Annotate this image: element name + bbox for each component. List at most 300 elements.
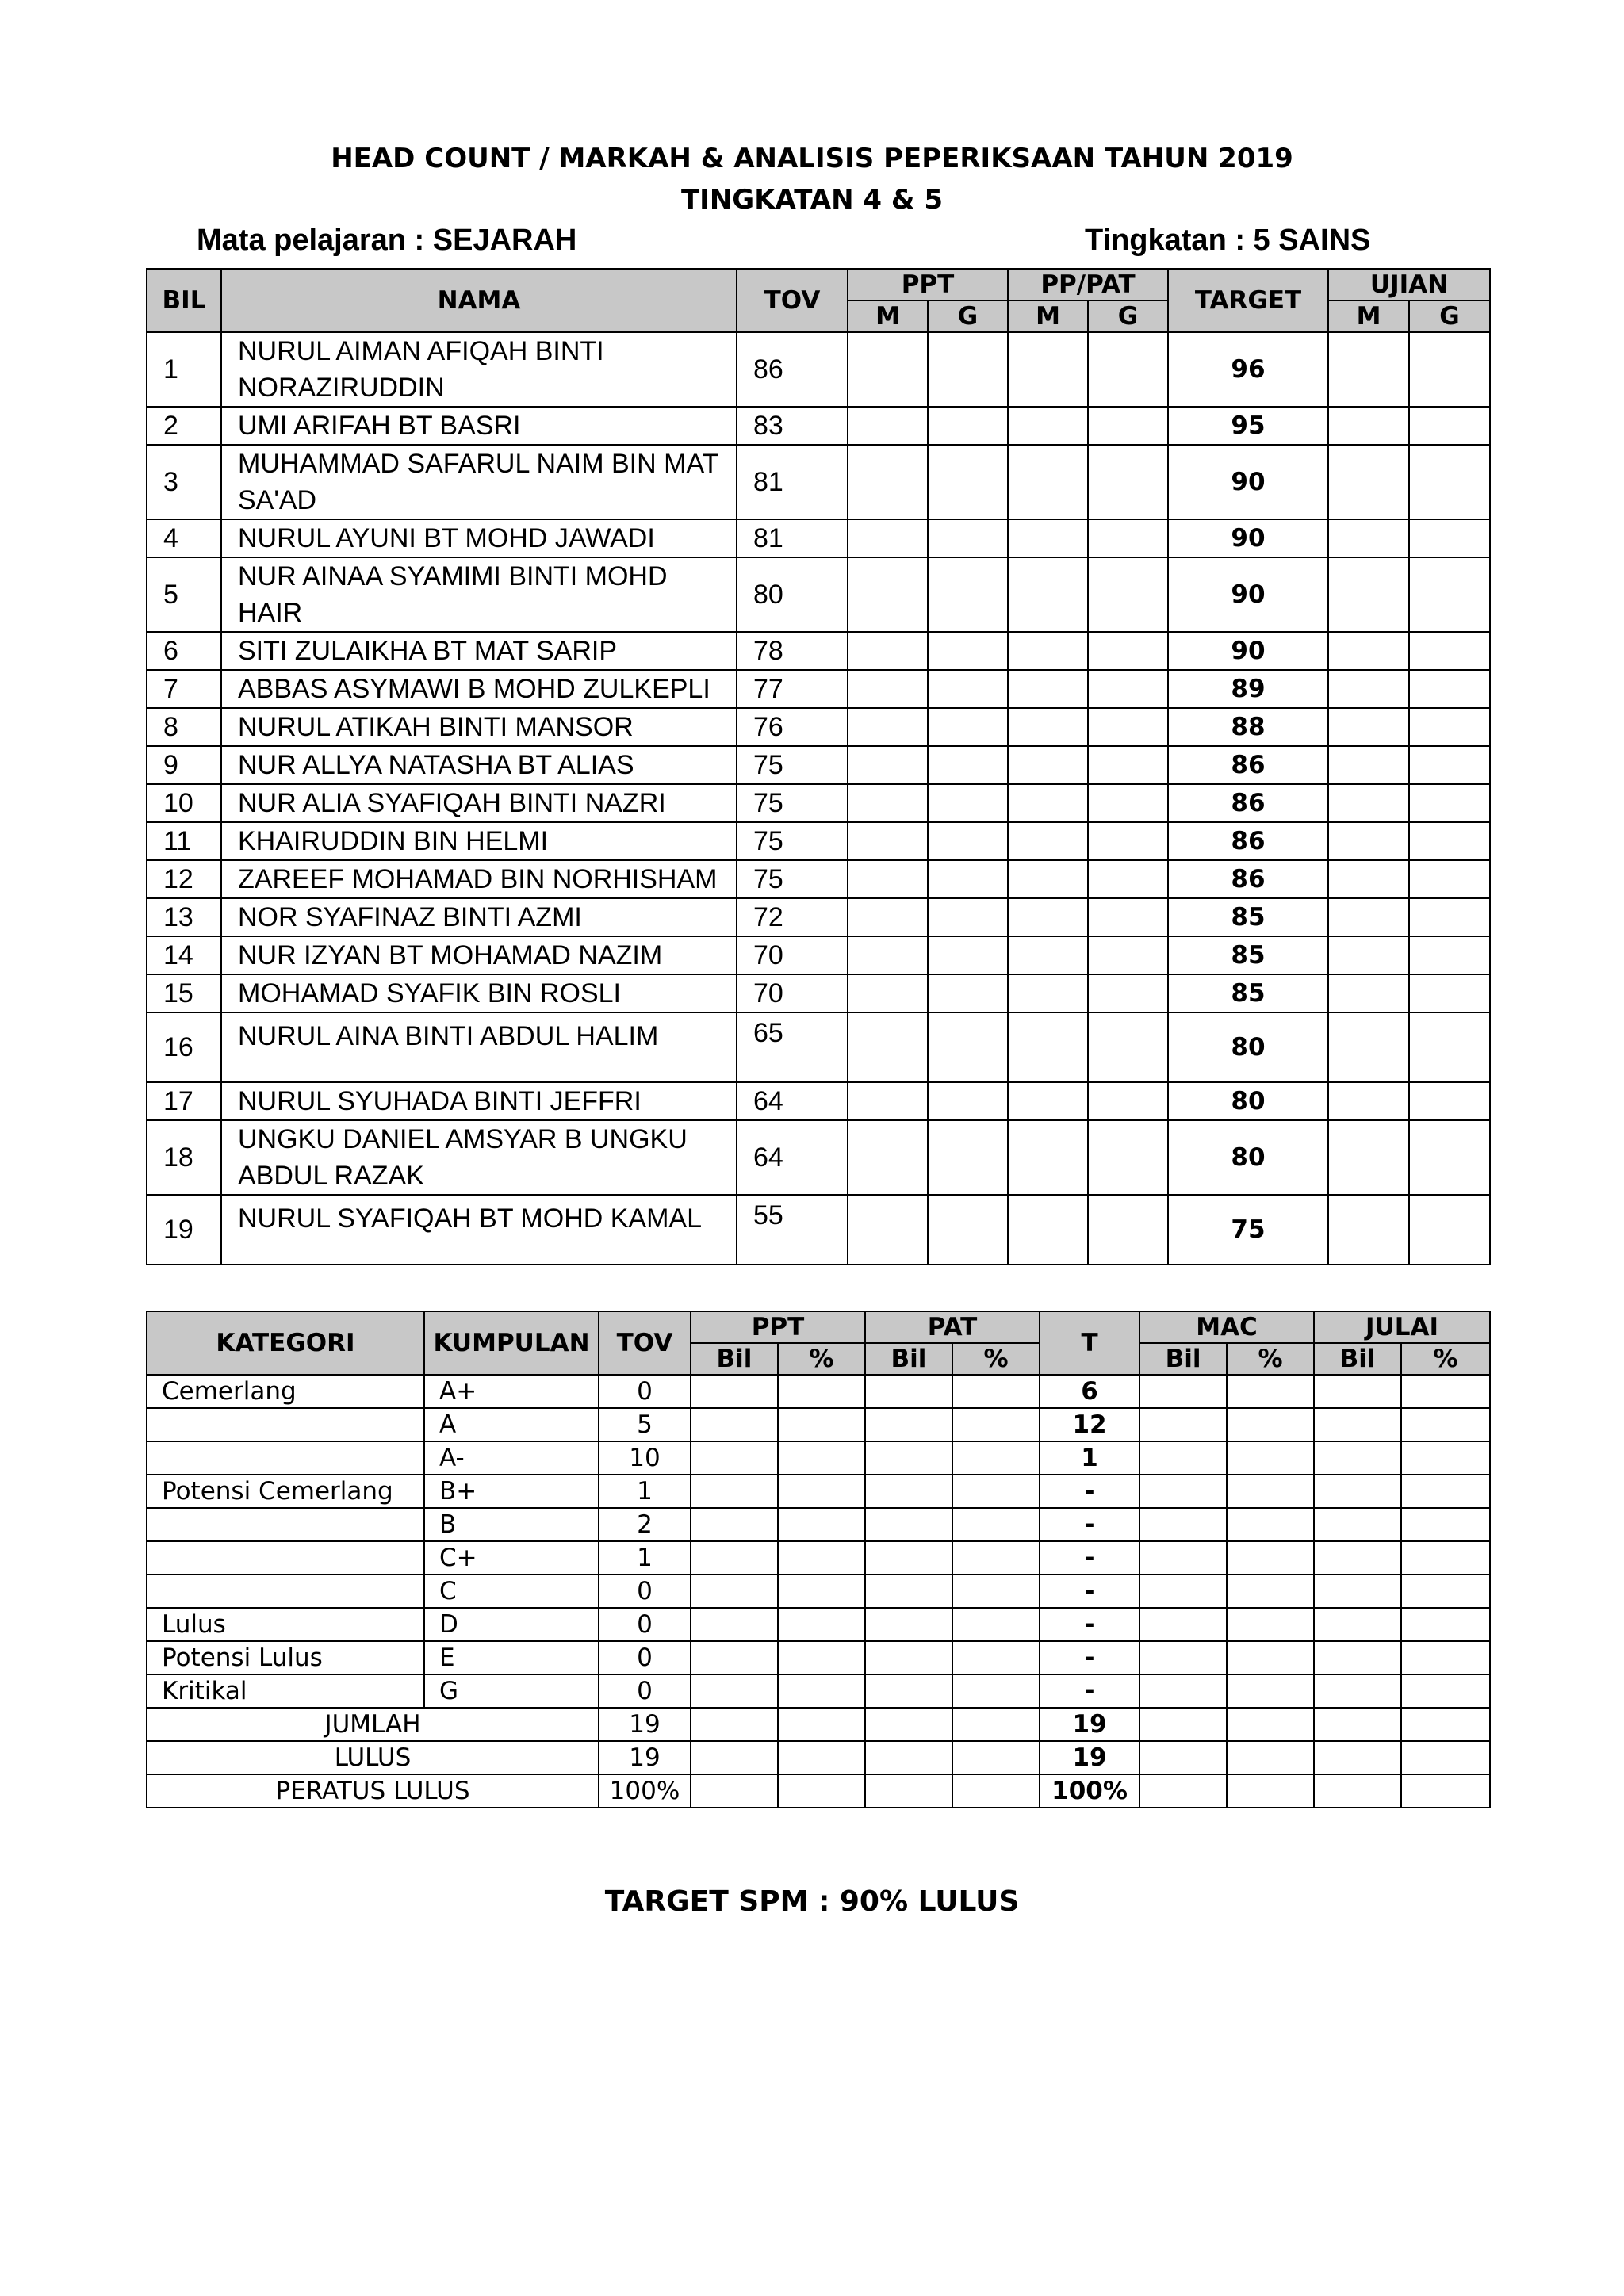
cell-ppt-bil xyxy=(691,1674,778,1708)
cell-julai-bil xyxy=(1314,1541,1401,1575)
cell-ppt-g xyxy=(928,822,1008,860)
cell-mac-bil xyxy=(1139,1541,1227,1575)
cell-julai-bil xyxy=(1314,1741,1401,1774)
cell-julai-bil xyxy=(1314,1674,1401,1708)
cell-ppt-g xyxy=(928,670,1008,708)
cell-pppat-g xyxy=(1088,1195,1168,1265)
cell-kategori xyxy=(147,1408,424,1441)
totals-row xyxy=(147,1741,1490,1774)
header-pat-bil: Bil xyxy=(865,1343,952,1375)
cell-ujian-m xyxy=(1328,1195,1409,1265)
cell-tov: 19 xyxy=(599,1708,691,1741)
cell-t: - xyxy=(1040,1641,1139,1674)
cell-pat-bil xyxy=(865,1741,952,1774)
cell-t: 1 xyxy=(1040,1441,1139,1475)
header-tov: TOV xyxy=(737,269,848,332)
cell-julai-pct xyxy=(1401,1475,1490,1508)
cell-t: - xyxy=(1040,1575,1139,1608)
cell-pat-bil xyxy=(865,1441,952,1475)
cell-target: 80 xyxy=(1168,1082,1328,1120)
cell-target: 86 xyxy=(1168,784,1328,822)
cell-pppat-g xyxy=(1088,1082,1168,1120)
cell-julai-pct xyxy=(1401,1441,1490,1475)
cell-nama: NUR IZYAN BT MOHAMAD NAZIM xyxy=(221,936,737,974)
cell-pat-bil xyxy=(865,1674,952,1708)
cell-ppt-m xyxy=(848,407,928,445)
cell-ujian-g xyxy=(1409,407,1490,445)
cell-ujian-g xyxy=(1409,746,1490,784)
cell-pppat-g xyxy=(1088,1012,1168,1082)
cell-ppt-pct xyxy=(778,1575,865,1608)
cell-tov: 86 xyxy=(737,332,848,407)
cell-t: 19 xyxy=(1040,1708,1139,1741)
cell-target: 90 xyxy=(1168,632,1328,670)
cell-ppt-m xyxy=(848,1012,928,1082)
cell-julai-bil xyxy=(1314,1708,1401,1741)
cell-nama: ZAREEF MOHAMAD BIN NORHISHAM xyxy=(221,860,737,898)
cell-ppt-bil xyxy=(691,1541,778,1575)
cell-ppt-bil xyxy=(691,1441,778,1475)
cell-bil: 12 xyxy=(147,860,221,898)
header-mac-pct: % xyxy=(1227,1343,1314,1375)
cell-target: 96 xyxy=(1168,332,1328,407)
cell-ppt-m xyxy=(848,1120,928,1195)
cell-mac-pct xyxy=(1227,1441,1314,1475)
cell-ujian-g xyxy=(1409,445,1490,519)
cell-ppt-bil xyxy=(691,1741,778,1774)
cell-pppat-m xyxy=(1008,1082,1088,1120)
cell-nama: NURUL SYAFIQAH BT MOHD KAMAL xyxy=(221,1195,737,1265)
cell-bil: 8 xyxy=(147,708,221,746)
cell-kategori xyxy=(147,1441,424,1475)
cell-ppt-g xyxy=(928,784,1008,822)
header-pppat-g: G xyxy=(1088,300,1168,332)
cell-pppat-m xyxy=(1008,519,1088,557)
cell-mac-bil xyxy=(1139,1708,1227,1741)
cell-mac-pct xyxy=(1227,1408,1314,1441)
cell-tov: 0 xyxy=(599,1375,691,1408)
cell-ppt-g xyxy=(928,445,1008,519)
cell-nama: SITI ZULAIKHA BT MAT SARIP xyxy=(221,632,737,670)
document-subtitle: TINGKATAN 4 & 5 xyxy=(680,184,944,216)
cell-pat-bil xyxy=(865,1708,952,1741)
cell-mac-pct xyxy=(1227,1774,1314,1808)
header-nama: NAMA xyxy=(221,269,737,332)
cell-target: 86 xyxy=(1168,860,1328,898)
cell-pppat-g xyxy=(1088,784,1168,822)
cell-mac-pct xyxy=(1227,1475,1314,1508)
cell-kategori: Potensi Lulus xyxy=(147,1641,424,1674)
category-analysis-table xyxy=(146,1311,1491,1808)
cell-mac-bil xyxy=(1139,1741,1227,1774)
cell-tov: 81 xyxy=(737,519,848,557)
table-row xyxy=(147,1508,1490,1541)
cell-pppat-m xyxy=(1008,407,1088,445)
cell-pat-bil xyxy=(865,1608,952,1641)
cell-mac-bil xyxy=(1139,1441,1227,1475)
cell-ujian-m xyxy=(1328,407,1409,445)
cell-target: 85 xyxy=(1168,936,1328,974)
cell-tov: 70 xyxy=(737,974,848,1012)
cell-pat-bil xyxy=(865,1508,952,1541)
cell-ppt-g xyxy=(928,936,1008,974)
table-row xyxy=(147,974,1490,1012)
header-mac-bil: Bil xyxy=(1139,1343,1227,1375)
cell-pppat-g xyxy=(1088,936,1168,974)
header-ppt-m: M xyxy=(848,300,928,332)
table-row xyxy=(147,1641,1490,1674)
cell-julai-pct xyxy=(1401,1641,1490,1674)
cell-mac-pct xyxy=(1227,1674,1314,1708)
cell-ppt-m xyxy=(848,860,928,898)
cell-ppt-pct xyxy=(778,1541,865,1575)
cell-mac-bil xyxy=(1139,1641,1227,1674)
cell-ujian-g xyxy=(1409,936,1490,974)
cell-pat-pct xyxy=(952,1408,1040,1441)
cell-bil: 5 xyxy=(147,557,221,632)
header-tov: TOV xyxy=(599,1311,691,1375)
cell-ppt-g xyxy=(928,1120,1008,1195)
header-ujian: UJIAN xyxy=(1328,269,1490,300)
cell-ppt-bil xyxy=(691,1375,778,1408)
cell-mac-bil xyxy=(1139,1475,1227,1508)
cell-pppat-m xyxy=(1008,445,1088,519)
cell-ujian-m xyxy=(1328,974,1409,1012)
cell-target: 90 xyxy=(1168,519,1328,557)
cell-ppt-m xyxy=(848,632,928,670)
cell-kumpulan: B+ xyxy=(424,1475,599,1508)
cell-tov: 64 xyxy=(737,1082,848,1120)
cell-ppt-bil xyxy=(691,1708,778,1741)
cell-bil: 10 xyxy=(147,784,221,822)
cell-bil: 19 xyxy=(147,1195,221,1265)
cell-kumpulan: C+ xyxy=(424,1541,599,1575)
cell-pat-bil xyxy=(865,1408,952,1441)
cell-pppat-m xyxy=(1008,557,1088,632)
table-row xyxy=(147,936,1490,974)
cell-tov: 0 xyxy=(599,1608,691,1641)
cell-ppt-m xyxy=(848,557,928,632)
cell-t: - xyxy=(1040,1508,1139,1541)
cell-pppat-m xyxy=(1008,670,1088,708)
cell-target: 90 xyxy=(1168,445,1328,519)
cell-pppat-m xyxy=(1008,632,1088,670)
cell-pppat-m xyxy=(1008,898,1088,936)
cell-ppt-pct xyxy=(778,1674,865,1708)
table-row xyxy=(147,708,1490,746)
header-ppt: PPT xyxy=(691,1311,865,1343)
cell-tov: 65 xyxy=(737,1012,848,1082)
cell-ujian-m xyxy=(1328,632,1409,670)
cell-pat-pct xyxy=(952,1774,1040,1808)
table-row xyxy=(147,1195,1490,1265)
cell-mac-bil xyxy=(1139,1408,1227,1441)
cell-t: - xyxy=(1040,1541,1139,1575)
cell-ppt-g xyxy=(928,519,1008,557)
table-row xyxy=(147,407,1490,445)
cell-tov: 81 xyxy=(737,445,848,519)
cell-ujian-g xyxy=(1409,1012,1490,1082)
cell-pppat-m xyxy=(1008,974,1088,1012)
cell-bil: 18 xyxy=(147,1120,221,1195)
cell-mac-pct xyxy=(1227,1741,1314,1774)
header-kategori: KATEGORI xyxy=(147,1311,424,1375)
cell-ujian-m xyxy=(1328,670,1409,708)
cell-ppt-pct xyxy=(778,1408,865,1441)
cell-ppt-g xyxy=(928,407,1008,445)
table-row xyxy=(147,1441,1490,1475)
cell-pppat-g xyxy=(1088,708,1168,746)
cell-pppat-m xyxy=(1008,784,1088,822)
cell-ujian-g xyxy=(1409,670,1490,708)
cell-ppt-pct xyxy=(778,1475,865,1508)
cell-tov: 75 xyxy=(737,746,848,784)
cell-ujian-g xyxy=(1409,1120,1490,1195)
cell-pppat-g xyxy=(1088,445,1168,519)
header-pat: PAT xyxy=(865,1311,1040,1343)
cell-ujian-g xyxy=(1409,519,1490,557)
cell-ppt-g xyxy=(928,632,1008,670)
cell-pat-bil xyxy=(865,1575,952,1608)
header-pat-pct: % xyxy=(952,1343,1040,1375)
cell-julai-pct xyxy=(1401,1608,1490,1641)
table-row xyxy=(147,557,1490,632)
cell-kumpulan: B xyxy=(424,1508,599,1541)
cell-pat-pct xyxy=(952,1541,1040,1575)
cell-target: 75 xyxy=(1168,1195,1328,1265)
cell-ppt-bil xyxy=(691,1641,778,1674)
cell-nama: NURUL ATIKAH BINTI MANSOR xyxy=(221,708,737,746)
table-row xyxy=(147,1012,1490,1082)
header-julai-pct: % xyxy=(1401,1343,1490,1375)
cell-pppat-m xyxy=(1008,822,1088,860)
cell-total-label: LULUS xyxy=(147,1741,599,1774)
cell-ujian-g xyxy=(1409,898,1490,936)
cell-kategori xyxy=(147,1508,424,1541)
cell-ujian-g xyxy=(1409,822,1490,860)
header-bil: BIL xyxy=(147,269,221,332)
cell-bil: 16 xyxy=(147,1012,221,1082)
cell-tov: 80 xyxy=(737,557,848,632)
cell-julai-pct xyxy=(1401,1774,1490,1808)
table-row xyxy=(147,860,1490,898)
cell-nama: KHAIRUDDIN BIN HELMI xyxy=(221,822,737,860)
cell-nama: MOHAMAD SYAFIK BIN ROSLI xyxy=(221,974,737,1012)
cell-ujian-m xyxy=(1328,1120,1409,1195)
table-row xyxy=(147,632,1490,670)
cell-bil: 9 xyxy=(147,746,221,784)
cell-target: 88 xyxy=(1168,708,1328,746)
cell-total-label: PERATUS LULUS xyxy=(147,1774,599,1808)
cell-julai-pct xyxy=(1401,1708,1490,1741)
cell-mac-pct xyxy=(1227,1508,1314,1541)
cell-nama: UNGKU DANIEL AMSYAR B UNGKU ABDUL RAZAK xyxy=(221,1120,737,1195)
table-row xyxy=(147,1375,1490,1408)
cell-ujian-g xyxy=(1409,1195,1490,1265)
table-row xyxy=(147,822,1490,860)
cell-pppat-g xyxy=(1088,746,1168,784)
cell-t: - xyxy=(1040,1674,1139,1708)
cell-mac-pct xyxy=(1227,1375,1314,1408)
cell-pat-pct xyxy=(952,1608,1040,1641)
cell-kumpulan: G xyxy=(424,1674,599,1708)
cell-mac-bil xyxy=(1139,1674,1227,1708)
cell-ppt-pct xyxy=(778,1441,865,1475)
cell-pat-pct xyxy=(952,1441,1040,1475)
cell-kategori: Kritikal xyxy=(147,1674,424,1708)
cell-ppt-pct xyxy=(778,1375,865,1408)
cell-pat-bil xyxy=(865,1641,952,1674)
cell-julai-pct xyxy=(1401,1741,1490,1774)
cell-target: 90 xyxy=(1168,557,1328,632)
table-row xyxy=(147,1608,1490,1641)
cell-julai-bil xyxy=(1314,1441,1401,1475)
cell-tov: 72 xyxy=(737,898,848,936)
cell-nama: NURUL AYUNI BT MOHD JAWADI xyxy=(221,519,737,557)
cell-ujian-g xyxy=(1409,632,1490,670)
cell-tov: 77 xyxy=(737,670,848,708)
table-row xyxy=(147,445,1490,519)
cell-julai-pct xyxy=(1401,1674,1490,1708)
cell-julai-pct xyxy=(1401,1575,1490,1608)
cell-tov: 0 xyxy=(599,1674,691,1708)
cell-tov: 1 xyxy=(599,1475,691,1508)
cell-ppt-g xyxy=(928,1195,1008,1265)
cell-ppt-m xyxy=(848,708,928,746)
cell-pppat-m xyxy=(1008,746,1088,784)
header-ppt-bil: Bil xyxy=(691,1343,778,1375)
cell-julai-pct xyxy=(1401,1541,1490,1575)
cell-tov: 100% xyxy=(599,1774,691,1808)
table-row xyxy=(147,1120,1490,1195)
cell-target: 80 xyxy=(1168,1012,1328,1082)
cell-tov: 1 xyxy=(599,1541,691,1575)
cell-ppt-bil xyxy=(691,1774,778,1808)
cell-ppt-m xyxy=(848,519,928,557)
cell-ujian-m xyxy=(1328,332,1409,407)
cell-ppt-m xyxy=(848,784,928,822)
cell-t: - xyxy=(1040,1475,1139,1508)
cell-pppat-g xyxy=(1088,1120,1168,1195)
cell-nama: NOR SYAFINAZ BINTI AZMI xyxy=(221,898,737,936)
cell-nama: NUR ALIA SYAFIQAH BINTI NAZRI xyxy=(221,784,737,822)
cell-julai-bil xyxy=(1314,1375,1401,1408)
cell-ppt-g xyxy=(928,708,1008,746)
header-pppat: PP/PAT xyxy=(1008,269,1168,300)
cell-julai-pct xyxy=(1401,1408,1490,1441)
cell-pppat-g xyxy=(1088,632,1168,670)
cell-pppat-g xyxy=(1088,332,1168,407)
table-row xyxy=(147,1082,1490,1120)
target-spm-note: TARGET SPM : 90% LULUS xyxy=(604,1885,1020,1918)
cell-bil: 15 xyxy=(147,974,221,1012)
table-row xyxy=(147,1408,1490,1441)
cell-julai-bil xyxy=(1314,1575,1401,1608)
table-row xyxy=(147,332,1490,407)
cell-ujian-m xyxy=(1328,860,1409,898)
cell-tov: 55 xyxy=(737,1195,848,1265)
cell-nama: UMI ARIFAH BT BASRI xyxy=(221,407,737,445)
cell-bil: 13 xyxy=(147,898,221,936)
table-row xyxy=(147,898,1490,936)
cell-kategori xyxy=(147,1541,424,1575)
cell-julai-pct xyxy=(1401,1508,1490,1541)
cell-ujian-m xyxy=(1328,519,1409,557)
cell-pppat-g xyxy=(1088,407,1168,445)
cell-pat-pct xyxy=(952,1708,1040,1741)
header-ujian-m: M xyxy=(1328,300,1409,332)
cell-tov: 10 xyxy=(599,1441,691,1475)
cell-pat-bil xyxy=(865,1375,952,1408)
cell-pppat-g xyxy=(1088,822,1168,860)
cell-ujian-m xyxy=(1328,557,1409,632)
cell-bil: 2 xyxy=(147,407,221,445)
cell-nama: NURUL AINA BINTI ABDUL HALIM xyxy=(221,1012,737,1082)
cell-ujian-g xyxy=(1409,708,1490,746)
cell-ppt-bil xyxy=(691,1475,778,1508)
cell-bil: 7 xyxy=(147,670,221,708)
cell-bil: 11 xyxy=(147,822,221,860)
cell-julai-bil xyxy=(1314,1608,1401,1641)
cell-kumpulan: A+ xyxy=(424,1375,599,1408)
cell-kumpulan: A xyxy=(424,1408,599,1441)
cell-target: 86 xyxy=(1168,746,1328,784)
cell-ujian-m xyxy=(1328,822,1409,860)
cell-ppt-m xyxy=(848,746,928,784)
cell-tov: 76 xyxy=(737,708,848,746)
cell-bil: 14 xyxy=(147,936,221,974)
cell-pppat-g xyxy=(1088,860,1168,898)
cell-ppt-pct xyxy=(778,1508,865,1541)
header-mac: MAC xyxy=(1139,1311,1314,1343)
cell-bil: 4 xyxy=(147,519,221,557)
cell-ujian-m xyxy=(1328,1082,1409,1120)
cell-kumpulan: D xyxy=(424,1608,599,1641)
cell-ppt-g xyxy=(928,746,1008,784)
cell-julai-bil xyxy=(1314,1774,1401,1808)
cell-ujian-g xyxy=(1409,1082,1490,1120)
cell-mac-pct xyxy=(1227,1575,1314,1608)
cell-kategori xyxy=(147,1575,424,1608)
cell-kategori: Lulus xyxy=(147,1608,424,1641)
header-t: T xyxy=(1040,1311,1139,1375)
cell-kumpulan: C xyxy=(424,1575,599,1608)
cell-bil: 17 xyxy=(147,1082,221,1120)
cell-pppat-m xyxy=(1008,860,1088,898)
cell-pppat-g xyxy=(1088,898,1168,936)
cell-ppt-m xyxy=(848,1195,928,1265)
cell-kategori: Cemerlang xyxy=(147,1375,424,1408)
cell-ppt-m xyxy=(848,445,928,519)
cell-total-label: JUMLAH xyxy=(147,1708,599,1741)
header-ppt-pct: % xyxy=(778,1343,865,1375)
cell-t: 12 xyxy=(1040,1408,1139,1441)
cell-ppt-g xyxy=(928,1012,1008,1082)
cell-target: 95 xyxy=(1168,407,1328,445)
cell-nama: NURUL SYUHADA BINTI JEFFRI xyxy=(221,1082,737,1120)
cell-tov: 0 xyxy=(599,1641,691,1674)
cell-ujian-m xyxy=(1328,784,1409,822)
cell-mac-pct xyxy=(1227,1708,1314,1741)
cell-pat-bil xyxy=(865,1774,952,1808)
cell-target: 89 xyxy=(1168,670,1328,708)
cell-pat-bil xyxy=(865,1475,952,1508)
cell-ppt-m xyxy=(848,898,928,936)
level-label: Tingkatan : 5 SAINS xyxy=(1085,224,1371,257)
cell-mac-bil xyxy=(1139,1774,1227,1808)
cell-mac-bil xyxy=(1139,1508,1227,1541)
cell-ujian-m xyxy=(1328,898,1409,936)
